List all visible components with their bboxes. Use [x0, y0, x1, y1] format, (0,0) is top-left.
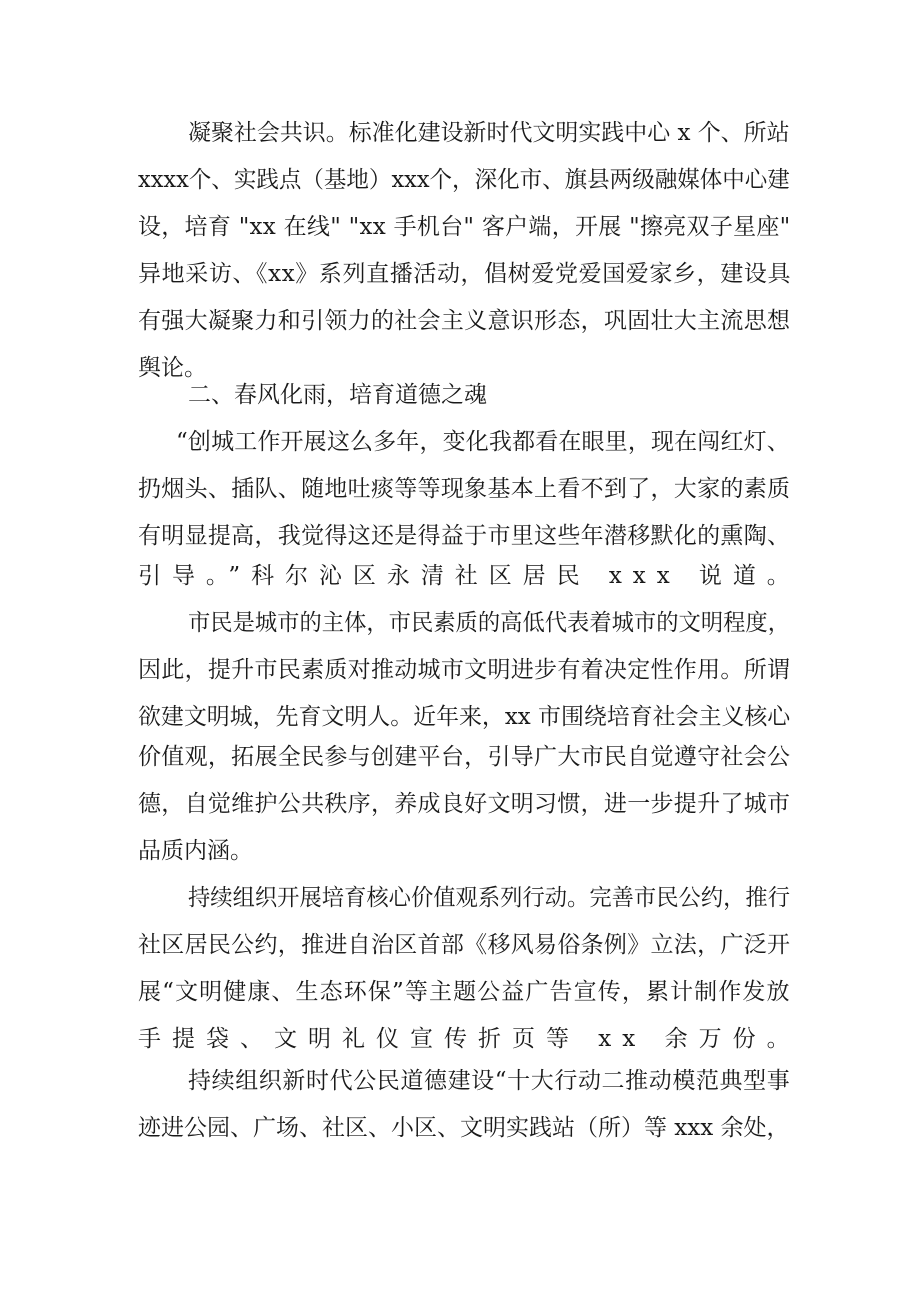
text-line: 市民是城市的主体，市民素质的高低代表着城市的文明程度， — [188, 610, 790, 636]
text-line: 手提袋、文明礼仪宣传折页等 xx 余万份。 — [138, 1026, 801, 1052]
text-line: 展“文明健康、生态环保”等主题公益广告宣传，累计制作发放 — [138, 979, 791, 1005]
text-line: 因此，提升市民素质对推动城市文明进步有着决定性作用。所谓 — [138, 657, 791, 683]
text-line: 设，培育 "xx 在线" "xx 手机台" 客户端，开展 "擦亮双子星座" — [138, 214, 791, 240]
text-line: 德，自觉维护公共秩序，养成良好文明习惯，进一步提升了城市 — [138, 791, 791, 817]
text-line: 品质内涵。 — [138, 838, 253, 864]
text-line: 欲建文明城，先育文明人。近年来，xx 市围绕培育社会主义核心 — [138, 704, 791, 730]
text-line: 迹进公园、广场、社区、小区、文明实践站（所）等 xxx 余处， — [138, 1115, 790, 1141]
text-line: 扔烟头、插队、随地吐痰等等现象基本上看不到了，大家的素质 — [138, 476, 791, 502]
text-line: 有明显提高，我觉得这还是得益于市里这些年潜移默化的熏陶、 — [138, 523, 791, 549]
text-line: 舆论。 — [138, 355, 207, 381]
text-line: 异地采访、《xx》系列直播活动，倡树爱党爱国爱家乡，建设具 — [138, 261, 792, 287]
text-line: 引导。”科尔沁区永清社区居民 xxx 说道。 — [138, 563, 801, 589]
text-line: 凝聚社会共识。标准化建设新时代文明实践中心 x 个、所站 — [188, 120, 790, 146]
text-line: 持续组织开展培育核心价值观系列行动。完善市民公约，推行 — [188, 885, 790, 911]
text-line: 价值观，拓展全民参与创建平台，引导广大市民自觉遵守社会公 — [138, 744, 791, 770]
section-heading: 二、春风化雨，培育道德之魂 — [188, 382, 487, 408]
text-line: 有强大凝聚力和引领力的社会主义意识形态，巩固壮大主流思想 — [138, 308, 791, 334]
text-line: 社区居民公约，推进自治区首部《移风易俗条例》立法，广泛开 — [138, 932, 791, 958]
text-line: xxxx个、实践点（基地）xxx个，深化市、旗县两级融媒体中心建 — [138, 167, 790, 193]
text-line: 持续组织新时代公民道德建设“十大行动二推动模范典型事 — [188, 1068, 791, 1094]
text-line: “创城工作开展这么多年，变化我都看在眼里，现在闯红灯、 — [176, 429, 790, 455]
